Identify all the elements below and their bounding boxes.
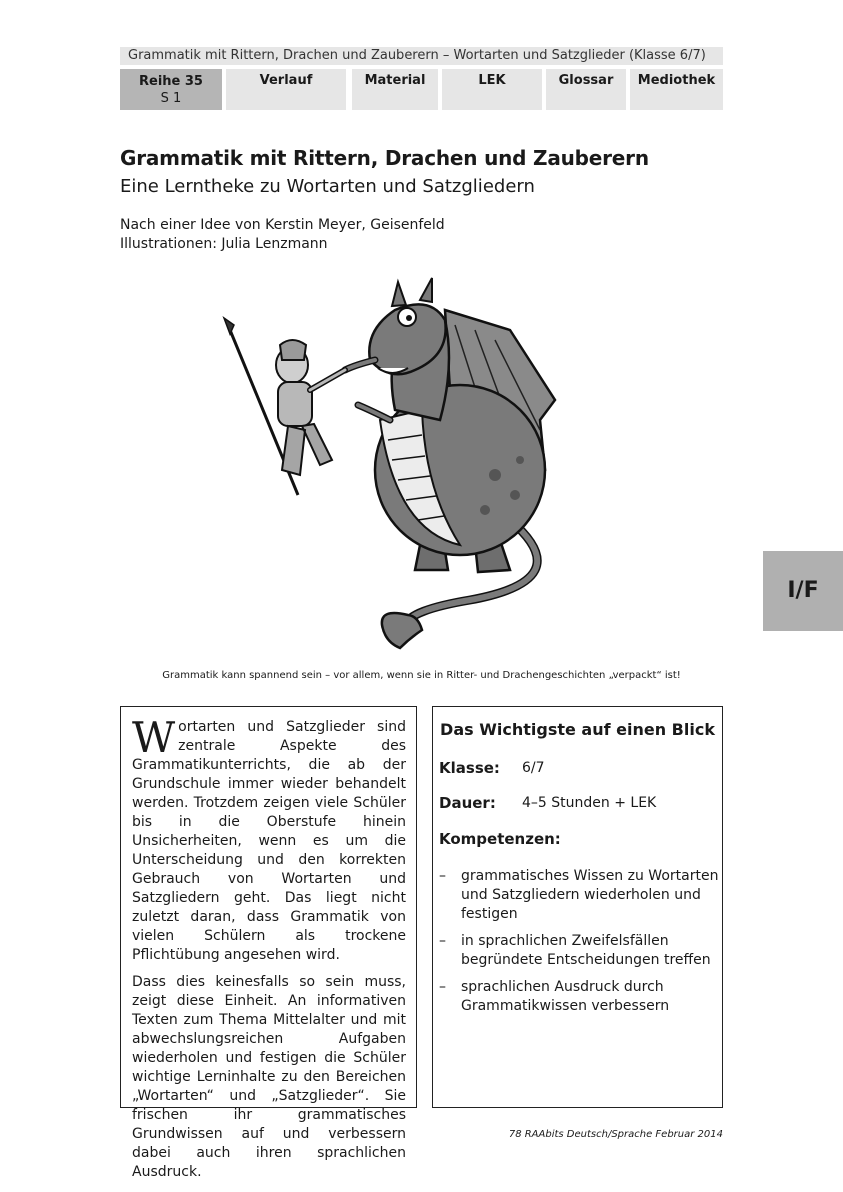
dauer-value: 4–5 Stunden + LEK	[522, 795, 657, 811]
section-tab: I/F	[763, 551, 843, 631]
bullet-dash: –	[439, 933, 446, 949]
klasse-label: Klasse:	[439, 759, 500, 777]
tab-lek[interactable]: LEK	[442, 69, 542, 110]
bullet-dash: –	[439, 868, 446, 884]
intro-paragraph-1	[132, 713, 406, 965]
kompetenzen-list	[439, 867, 719, 1024]
kompetenz-text: in sprachlichen Zweifelsfällen begründete Entscheidungen treffen	[461, 933, 711, 968]
tab-reihe-label: Reihe 35	[139, 74, 203, 89]
nav-tabs	[120, 69, 723, 110]
kompetenz-text: sprachlichen Ausdruck durch Grammatikwissen verbessern	[461, 979, 670, 1014]
dropcap-letter: W	[132, 713, 176, 762]
page-title: Grammatik mit Rittern, Drachen und Zauberern	[120, 146, 649, 170]
tab-reihe-page: S 1	[160, 91, 182, 106]
bullet-dash: –	[439, 979, 446, 995]
tab-material[interactable]: Material	[352, 69, 438, 110]
credit-idea: Nach einer Idee von Kerstin Meyer, Geisenfeld	[120, 217, 445, 233]
tab-verlauf[interactable]: Verlauf	[226, 69, 346, 110]
credit-illustrations: Illustrationen: Julia Lenzmann	[120, 236, 328, 252]
tab-mediothek[interactable]: Mediothek	[630, 69, 723, 110]
summary-title: Das Wichtigste auf einen Blick	[440, 720, 715, 739]
breadcrumb: Grammatik mit Rittern, Drachen und Zauberern – Wortarten und Satzglieder (Klasse 6/7)	[120, 47, 723, 65]
intro-paragraph-1-text: ortarten und Satzglieder sind zentrale Aspekte des Grammatikunterrichts, die ab der Grundschule immer wieder behandelt werden. Trotzdem zeigen viele Schüler bis in die Oberstufe hinein Unsicherheiten, wenn es um die Unterscheidung und den korrekten Gebrauch von Wortarten und Satzgliedern geht. Das liegt nicht zuletzt daran, dass Grammatik von vielen Schülern als trockene Pflichtübung angesehen wird.	[132, 719, 406, 963]
kompetenz-text: grammatisches Wissen zu Wortarten und Satzgliedern wiederholen und festigen	[461, 868, 719, 922]
kompetenzen-label: Kompetenzen:	[439, 830, 561, 848]
page-subtitle: Eine Lerntheke zu Wortarten und Satzgliedern	[120, 176, 535, 197]
tab-reihe[interactable]	[120, 69, 222, 110]
illustration-caption: Grammatik kann spannend sein – vor allem, wenn sie in Ritter- und Drachengeschichten „verpackt“ ist!	[162, 670, 681, 681]
knight-dragon-illustration	[210, 270, 590, 655]
klasse-value: 6/7	[522, 760, 545, 776]
list-item	[439, 978, 719, 1016]
dauer-label: Dauer:	[439, 794, 496, 812]
intro-paragraph-2: Dass dies keinesfalls so sein muss, zeigt diese Einheit. An informativen Texten zum Thema Mittelalter und mit abwechslungsreichen Aufgaben wiederholen und festigen die Schüler wichtige Lerninhalte zu den Bereichen „Wortarten“ und „Satzglieder“. Sie frischen ihr grammatisches Grundwissen auf und verbessern dabei auch ihren sprachlichen Ausdruck.	[132, 974, 406, 1180]
page-footer: 78 RAAbits Deutsch/Sprache Februar 2014	[508, 1129, 723, 1140]
summary-box	[432, 706, 723, 1108]
tab-glossar[interactable]: Glossar	[546, 69, 626, 110]
intro-box	[120, 706, 417, 1180]
list-item	[439, 932, 719, 970]
list-item	[439, 867, 719, 924]
